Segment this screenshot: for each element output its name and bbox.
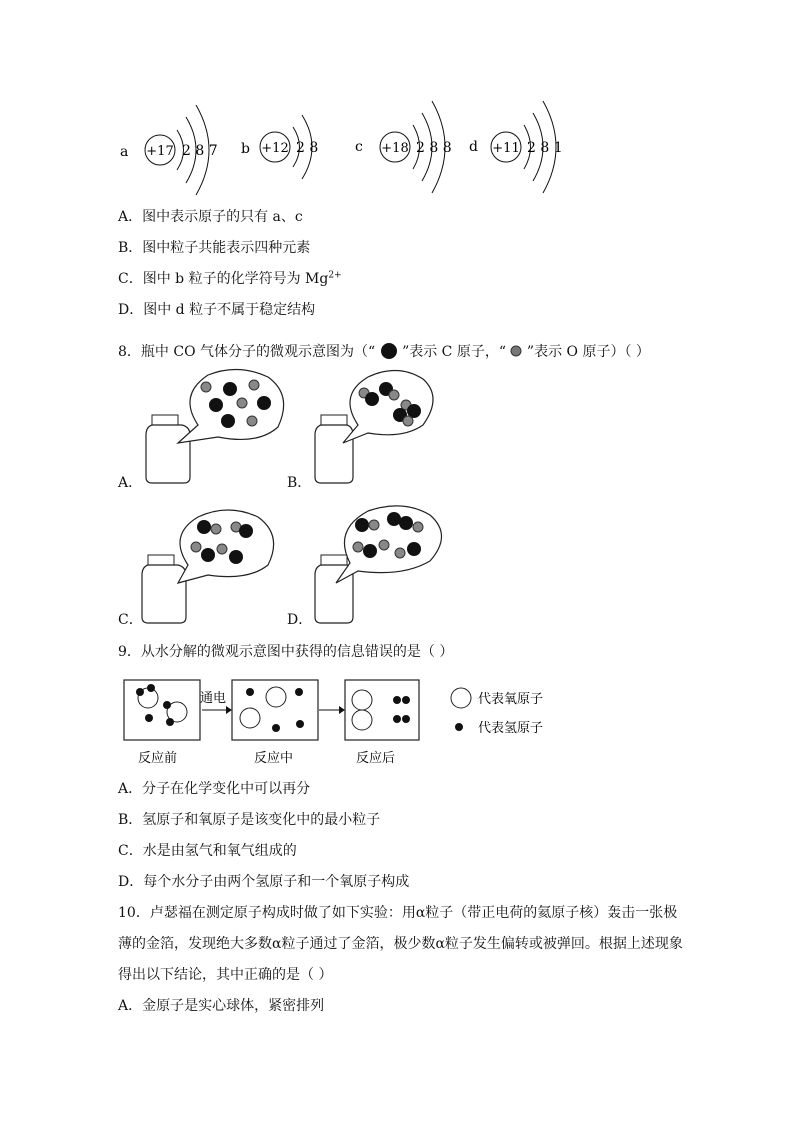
legend-oxygen-text: 代表氧原子: [478, 692, 544, 707]
legend-hydrogen-text: 代表氢原子: [478, 721, 544, 736]
hydrogen-legend-icon: [455, 723, 463, 731]
atom-a-letter: a: [120, 144, 129, 160]
atom-a-electrons: 2 8 7: [182, 143, 218, 159]
q10-stem-line-3: 得出以下结论，其中正确的是（ ）: [118, 967, 333, 983]
atom-a-nucleus-label: +17: [146, 144, 174, 159]
q9-reaction-diagram: [118, 672, 568, 772]
q7-option-c: [118, 270, 342, 288]
atom-diagram-c: [355, 101, 452, 193]
q10-stem-line-2: 薄的金箔，发现绝大多数α粒子通过了金箔，极少数α粒子发生偏转或被弹回。根据上述现象: [118, 936, 683, 952]
arrow-electrolysis-label: 通电: [200, 691, 227, 706]
bottle-option-b: [315, 370, 433, 483]
reaction-after-box: [345, 680, 419, 740]
q7-option-a: A．图中表示原子的只有 a、c: [118, 209, 303, 225]
bottle-option-a: [146, 369, 284, 483]
q8-label-b: B．: [287, 475, 312, 491]
q10-option-a: A．金原子是实心球体，紧密排列: [118, 998, 325, 1014]
q8-label-d: D．: [287, 612, 313, 628]
q7-option-c-text: C．图中 b 粒子的化学符号为 Mg: [118, 271, 329, 287]
q9-option-b: B．氢原子和氧原子是该变化中的最小粒子: [118, 812, 381, 828]
q8-bottle-diagrams: [118, 365, 448, 630]
q9-option-d: D．每个水分子由两个氢原子和一个氧原子构成: [118, 874, 410, 890]
atom-d-letter: d: [469, 139, 478, 155]
q7-option-c-superscript: 2+: [328, 270, 342, 281]
oxygen-legend-icon: [451, 688, 471, 708]
oxygen-atom-icon: [510, 345, 522, 357]
atom-d-nucleus-label: +11: [492, 141, 520, 156]
q8-stem-part-1: 8．瓶中 CO 气体分子的微观示意图为（“: [118, 344, 376, 360]
atom-d-electrons: 2 8 1: [527, 140, 563, 156]
bottle-option-c: [142, 510, 274, 623]
atom-diagrams-row: [110, 95, 580, 200]
atom-diagram-d: [469, 101, 563, 193]
q9-option-c: C．水是由氢气和氧气组成的: [118, 843, 297, 859]
bottle-option-d: [315, 506, 442, 623]
atom-c-letter: c: [355, 139, 363, 155]
q7-option-b: B．图中粒子共能表示四种元素: [118, 240, 311, 256]
label-middle: 反应中: [254, 751, 294, 766]
atom-diagrams-svg: [110, 95, 580, 200]
q8-stem-part-2: ”表示 C 原子，“: [402, 344, 506, 360]
reaction-before-box: [124, 680, 200, 740]
q8-label-c: C．: [118, 612, 143, 628]
atom-b-nucleus-label: +12: [261, 141, 289, 156]
q10-stem-line-1: 10．卢瑟福在测定原子构成时做了如下实验：用α粒子（带正电荷的氦原子核）轰击一张极: [118, 905, 678, 921]
label-after: 反应后: [356, 751, 396, 766]
atom-diagram-a: [120, 105, 218, 195]
q9-stem: 9．从水分解的微观示意图中获得的信息错误的是（ ）: [118, 644, 454, 660]
q7-option-d: D．图中 d 粒子不属于稳定结构: [118, 302, 316, 318]
atom-b-letter: b: [241, 141, 250, 157]
q9-option-a: A．分子在化学变化中可以再分: [118, 781, 311, 797]
carbon-atom-icon: [380, 342, 398, 360]
atom-b-electrons: 2 8: [296, 140, 319, 156]
q8-stem: [118, 342, 650, 361]
label-before: 反应前: [138, 751, 178, 766]
q8-label-a: A．: [118, 475, 143, 491]
atom-diagram-b: [241, 115, 318, 179]
atom-c-electrons: 2 8 8: [416, 140, 452, 156]
atom-c-nucleus-label: +18: [381, 141, 409, 156]
q8-stem-part-3: ”表示 O 原子）（ ）: [526, 344, 650, 360]
